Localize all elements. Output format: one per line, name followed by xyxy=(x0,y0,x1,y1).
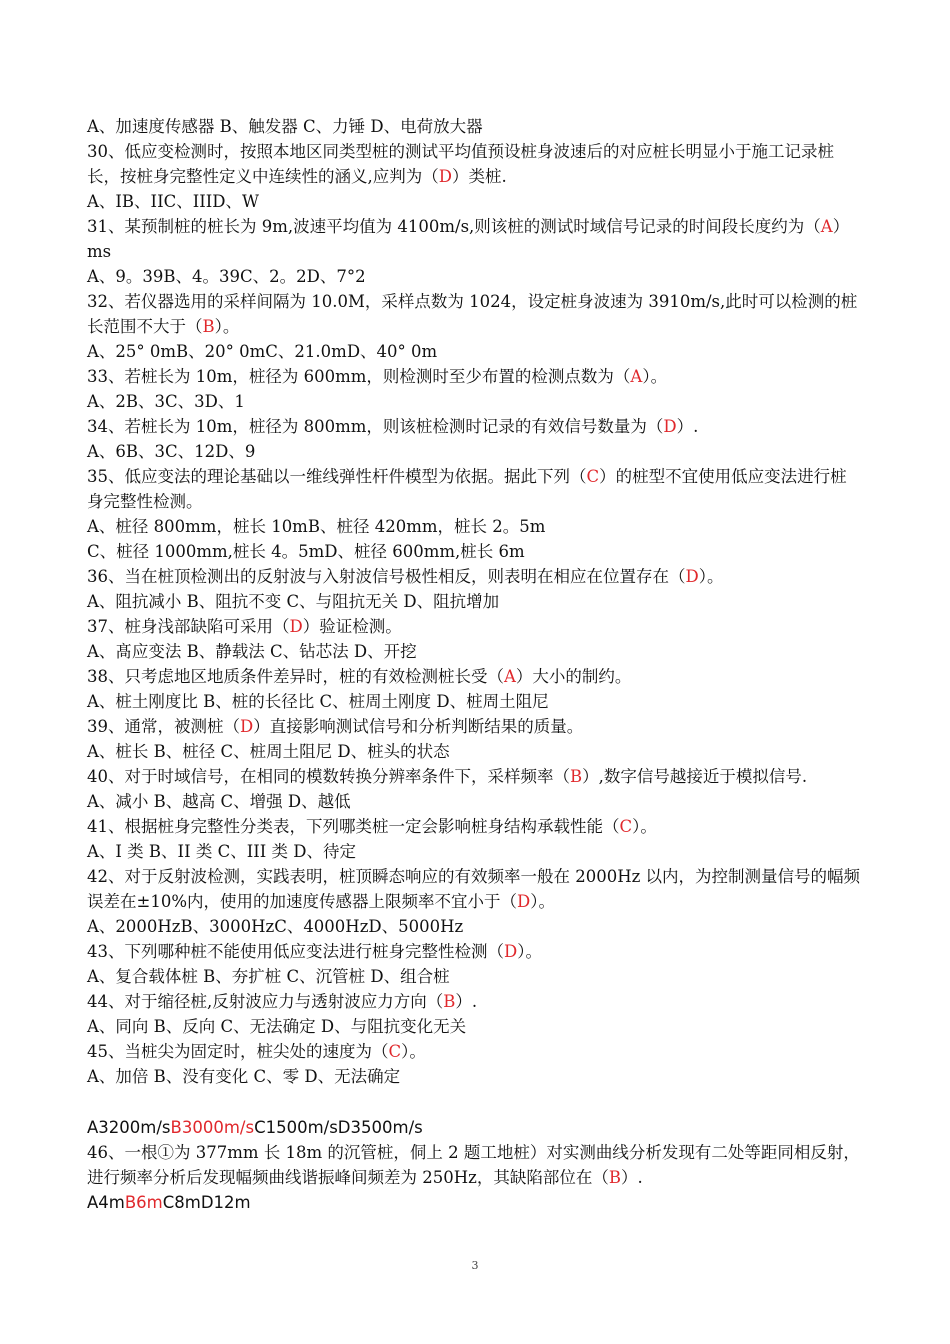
answer-mark: C xyxy=(388,1042,402,1061)
answer-mark: B xyxy=(608,1168,621,1187)
answer-mark: A xyxy=(630,367,643,386)
options-line: A、复合载体桩 B、夯扩桩 C、沉管桩 D、组合桩 xyxy=(87,967,450,986)
answer-mark: B6m xyxy=(124,1193,163,1212)
question-40: 40、对于时域信号，在相同的模数转换分辨率条件下，采样频率（B）,数字信号越接近于模拟信号. xyxy=(87,767,808,786)
question-35: 35、低应变法的理论基础以一维线弹性杆件模型为依据。据此下列（C）的桩型不宜使用低应变法进行桩身完整性检测。 xyxy=(87,467,847,511)
question-44: 44、对于缩径桩,反射波应力与透射波应力方向（B）. xyxy=(87,992,478,1011)
question-list xyxy=(87,114,862,1215)
answer-mark: D xyxy=(517,892,531,911)
options-line: A4mB6mC8mD12m xyxy=(87,1193,251,1212)
answer-mark: B xyxy=(570,767,583,786)
question-41: 41、根据桩身完整性分类表，下列哪类桩一定会影响桩身结构承载性能（C）。 xyxy=(87,817,657,836)
options-line: A、9。39B、4。39C、2。2D、7°2 xyxy=(87,267,366,286)
answer-mark: A xyxy=(820,217,833,236)
options-line: A、25° 0mB、20° 0mC、21.0mD、40° 0m xyxy=(87,342,438,361)
question-45: 45、当桩尖为固定时，桩尖处的速度为（C）。 xyxy=(87,1042,426,1061)
options-line: A、IB、IIC、IIID、W xyxy=(87,192,259,211)
options-line: A、6B、3C、12D、9 xyxy=(87,442,256,461)
options-line: A3200m/sB3000m/sC1500m/sD3500m/s xyxy=(87,1118,423,1137)
options-line: A、I 类 B、II 类 C、III 类 D、待定 xyxy=(87,842,356,861)
answer-mark: B3000m/s xyxy=(170,1118,255,1137)
options-line: A、加速度传感器 B、触发器 C、力锤 D、电荷放大器 xyxy=(87,117,483,136)
options-line: A、同向 B、反向 C、无法确定 D、与阻抗变化无关 xyxy=(87,1017,467,1036)
question-46: 46、一根①为 377mm 长 18m 的沉管桩，侗上 2 题工地桩）对实测曲线分析发现有二处等距同相反射，进行频率分析后发现幅频曲线谐振峰间频差为 250Hz，其缺陷部位在（B）. xyxy=(87,1143,860,1187)
spacer xyxy=(87,1089,862,1115)
options-line: C、桩径 1000mm,桩长 4。5mD、桩径 600mm,桩长 6m xyxy=(87,542,525,561)
options-line: A、桩土刚度比 B、桩的长径比 C、桩周土刚度 D、桩周土阻尼 xyxy=(87,692,549,711)
options-line: A、桩径 800mm，桩长 10mB、桩径 420mm，桩长 2。5m xyxy=(87,517,546,536)
answer-mark: D xyxy=(289,617,303,636)
question-30: 30、低应变检测时，按照本地区同类型桩的测试平均值预设桩身波速后的对应桩长明显小于施工记录桩长，按桩身完整性定义中连续性的涵义,应判为（D）类桩. xyxy=(87,142,834,186)
answer-mark: C xyxy=(586,467,600,486)
question-31: 31、某预制桩的桩长为 9m,波速平均值为 4100m/s,则该桩的测试时域信号记录的时间段长度约为（A）ms xyxy=(87,217,850,261)
answer-mark: D xyxy=(504,942,518,961)
page-number: 3 xyxy=(471,1259,479,1272)
options-line: A、2B、3C、3D、1 xyxy=(87,392,245,411)
answer-mark: B xyxy=(202,317,215,336)
options-line: A、桩长 B、桩径 C、桩周土阻尼 D、桩头的状态 xyxy=(87,742,450,761)
answer-mark: D xyxy=(685,567,699,586)
answer-mark: A xyxy=(504,667,516,686)
answer-mark: D xyxy=(663,417,677,436)
question-39: 39、通常，被测桩（D）直接影响测试信号和分析判断结果的质量。 xyxy=(87,717,584,736)
question-37: 37、桩身浅部缺陷可采用（D）验证检测。 xyxy=(87,617,402,636)
answer-mark: C xyxy=(619,817,633,836)
options-line: A、髙应变法 B、静载法 C、钻芯法 D、开挖 xyxy=(87,642,417,661)
question-36: 36、当在桩顶检测出的反射波与入射波信号极性相反，则表明在相应在位置存在（D）。 xyxy=(87,567,724,586)
question-42: 42、对于反射波检测，实践表明，桩顶瞬态响应的有效频率一般在 2000Hz 以内，为控制测量信号的幅频误差在±10%内，使用的加速度传感器上限频率不宜小于（D）。 xyxy=(87,867,861,911)
options-line: A、2000HzB、3000HzC、4000HzD、5000Hz xyxy=(87,917,464,936)
question-38: 38、只考虑地区地质条件差异时，桩的有效检测桩长受（A）大小的制约。 xyxy=(87,667,632,686)
question-32: 32、若仪器选用的采样间隔为 10.0M，采样点数为 1024，设定桩身波速为 3910m/s,此时可以检测的桩长范围不大于（B）。 xyxy=(87,292,858,336)
question-33: 33、若桩长为 10m，桩径为 600mm，则检测时至少布置的检测点数为（A）。 xyxy=(87,367,668,386)
options-line: A、阻抗减小 B、阻抗不变 C、与阻抗无关 D、阻抗增加 xyxy=(87,592,500,611)
answer-mark: D xyxy=(438,167,452,186)
answer-mark: B xyxy=(443,992,456,1011)
question-34: 34、若桩长为 10m，桩径为 800mm，则该桩检测时记录的有效信号数量为（D）. xyxy=(87,417,699,436)
answer-mark: D xyxy=(240,717,254,736)
options-line: A、减小 B、越高 C、增强 D、越低 xyxy=(87,792,351,811)
options-line: A、加倍 B、没有变化 C、零 D、无法确定 xyxy=(87,1067,401,1086)
question-43: 43、下列哪种桩不能使用低应变法进行桩身完整性检测（D）。 xyxy=(87,942,542,961)
